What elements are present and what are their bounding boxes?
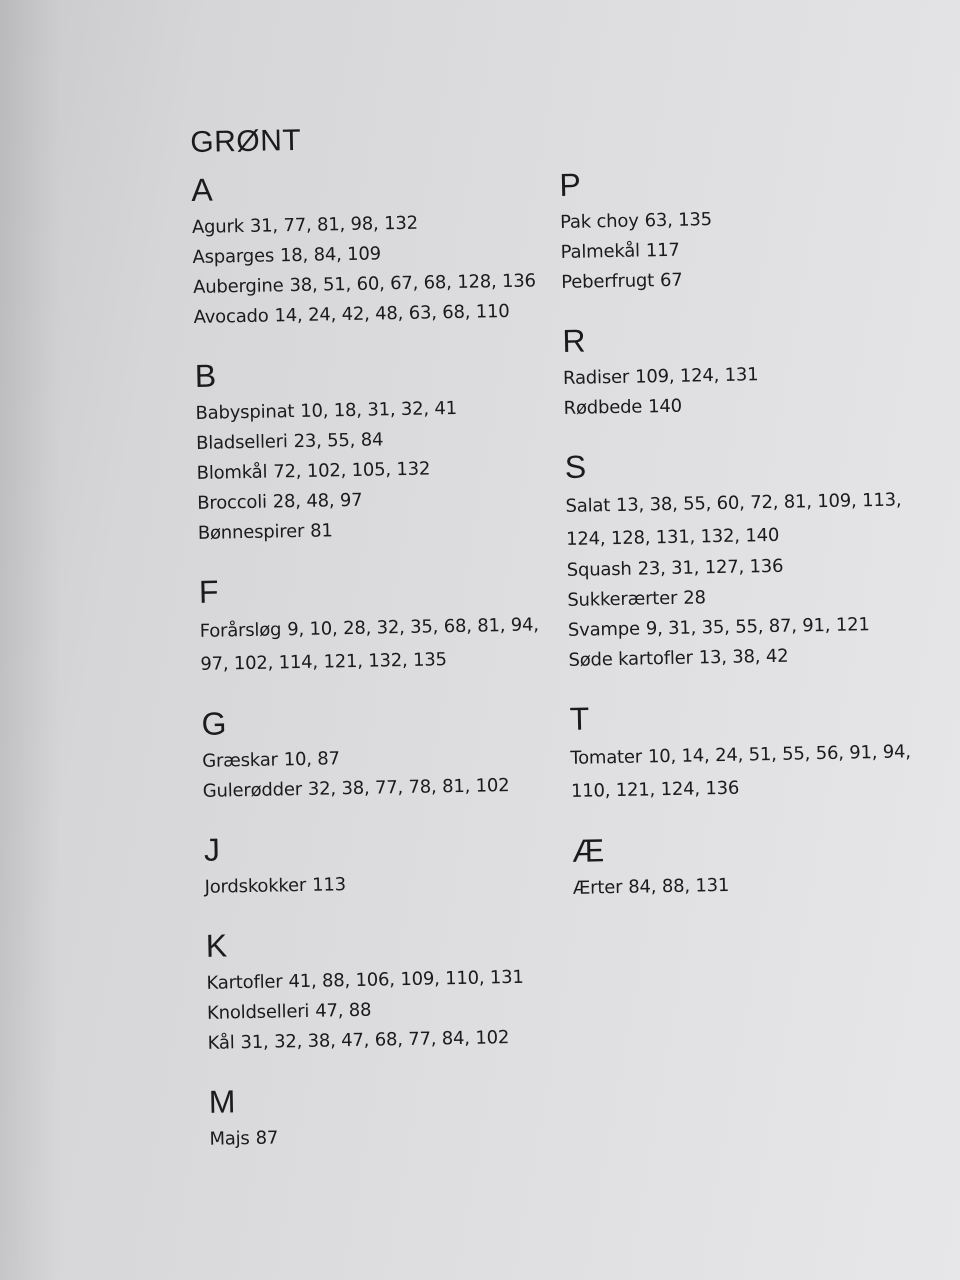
- index-entry: [568, 639, 939, 676]
- entry-name: Aubergine: [192, 275, 284, 298]
- section-letter: P: [559, 166, 582, 203]
- entry-name: Knoldselleri: [206, 1000, 310, 1024]
- index-entry: [204, 866, 555, 903]
- index-entry: [193, 296, 544, 333]
- entry-pages: 63, 135: [644, 209, 713, 232]
- index-section-k: [205, 920, 557, 1059]
- page-title: GRØNT: [190, 123, 302, 159]
- entry-pages: 10, 87: [283, 748, 341, 771]
- entry-name: Kartofler: [206, 971, 283, 994]
- entry-pages: 23, 55, 84: [293, 429, 384, 453]
- entry-pages: 47, 88: [315, 999, 372, 1022]
- entry-pages: 31, 77, 81, 98, 132: [249, 212, 419, 237]
- index-section-æ: [572, 825, 943, 904]
- entry-name: Avocado: [193, 305, 269, 328]
- entry-pages: 32, 38, 77, 78, 81, 102: [307, 774, 510, 800]
- index-section-j: [204, 824, 555, 903]
- entry-pages: 84, 88, 131: [628, 874, 730, 898]
- entry-pages: 28, 48, 97: [272, 489, 363, 513]
- index-entry: [570, 735, 941, 808]
- index-section-s: [564, 441, 938, 676]
- entry-pages: 10, 18, 31, 32, 41: [300, 397, 458, 422]
- entry-name: Pak choy: [559, 210, 639, 233]
- index-entry: [565, 483, 936, 556]
- entry-name: Græskar: [202, 749, 278, 772]
- entry-name: Broccoli: [197, 491, 268, 514]
- entry-pages: 72, 102, 105, 132: [273, 458, 431, 483]
- entry-pages: 28: [683, 587, 706, 609]
- entry-pages: 41, 88, 106, 109, 110, 131: [288, 966, 524, 993]
- right-sections: [559, 159, 943, 904]
- entry-pages: 14, 24, 42, 48, 63, 68, 110: [274, 300, 510, 327]
- entry-name: Palmekål: [560, 240, 641, 263]
- index-section-r: [562, 315, 934, 424]
- entry-pages: 18, 84, 109: [279, 243, 382, 267]
- entry-pages: 23, 31, 127, 136: [637, 555, 784, 580]
- section-letter: G: [201, 705, 227, 742]
- entry-name: Sukkerærter: [567, 587, 678, 611]
- entry-name: Rødbede: [563, 396, 643, 419]
- index-column-left: [190, 118, 560, 1179]
- index-section-b: [194, 350, 548, 549]
- section-letter: K: [205, 927, 228, 964]
- entry-pages: 67: [659, 269, 683, 292]
- index-entry: [198, 512, 549, 549]
- entry-name: Ærter: [572, 876, 623, 899]
- entry-name: Tomater: [570, 746, 643, 769]
- index-entry: [199, 608, 550, 681]
- entry-pages: 13, 38, 42: [698, 645, 789, 669]
- index-entry: [561, 261, 932, 298]
- index-column-right: [559, 159, 944, 928]
- entry-name: Blomkål: [196, 461, 268, 484]
- index-section-g: [201, 698, 553, 807]
- left-sections: [191, 164, 560, 1155]
- entry-pages: 31, 32, 38, 47, 68, 77, 84, 102: [240, 1027, 510, 1054]
- entry-pages: 81: [309, 520, 333, 542]
- entry-pages: 9, 31, 35, 55, 87, 91, 121: [645, 614, 870, 640]
- index-entry: [209, 1118, 560, 1155]
- page-shadow: [0, 0, 60, 1280]
- section-letter: R: [562, 322, 586, 359]
- index-section-p: [559, 159, 931, 298]
- entry-pages: 117: [645, 239, 680, 262]
- section-letter: B: [194, 357, 217, 394]
- entry-pages: 87: [255, 1127, 279, 1149]
- entry-name: Agurk: [191, 215, 245, 238]
- entry-pages: 38, 51, 60, 67, 68, 128, 136: [289, 270, 536, 297]
- section-letter: S: [564, 448, 587, 485]
- entry-pages: 10, 14, 24, 51, 55, 56, 91, 94, 110, 121, 124, 136: [570, 741, 912, 802]
- entry-name: Bladselleri: [195, 431, 288, 454]
- entry-name: Radiser: [562, 366, 630, 389]
- index-section-f: [199, 566, 551, 681]
- section-letter: Æ: [571, 832, 605, 869]
- entry-name: Babyspinat: [195, 401, 295, 424]
- entry-name: Søde kartofler: [568, 647, 693, 671]
- section-letter: M: [208, 1083, 236, 1120]
- entry-name: Salat: [565, 495, 611, 517]
- index-entry: [203, 770, 554, 807]
- entry-name: Squash: [566, 558, 632, 581]
- entry-name: Peberfrugt: [561, 270, 655, 293]
- index-entry: [207, 1022, 558, 1059]
- entry-name: Gulerødder: [202, 778, 303, 802]
- index-section-a: [191, 164, 544, 333]
- section-letter: T: [569, 700, 590, 737]
- entry-pages: 9, 10, 28, 32, 35, 68, 81, 94, 97, 102, 114, 121, 132, 135: [200, 614, 540, 675]
- entry-name: Kål: [207, 1032, 235, 1054]
- index-section-t: [569, 693, 941, 808]
- entry-name: Bønnespirer: [197, 520, 305, 544]
- entry-pages: 13, 38, 55, 60, 72, 81, 109, 113, 124, 128, 131, 132, 140: [565, 489, 902, 550]
- entry-pages: 109, 124, 131: [634, 364, 759, 388]
- index-entry: [563, 387, 934, 424]
- entry-name: Jordskokker: [204, 874, 307, 898]
- section-letter: F: [198, 573, 219, 610]
- entry-name: Asparges: [192, 245, 275, 268]
- entry-pages: 140: [647, 395, 683, 418]
- index-entry: [573, 867, 944, 904]
- section-letter: A: [190, 171, 213, 208]
- entry-pages: 113: [311, 874, 347, 896]
- entry-name: Majs: [209, 1128, 250, 1150]
- index-section-m: [208, 1076, 559, 1155]
- entry-name: Svampe: [567, 618, 641, 641]
- entry-name: Forårsløg: [199, 619, 282, 642]
- section-letter: J: [203, 831, 221, 868]
